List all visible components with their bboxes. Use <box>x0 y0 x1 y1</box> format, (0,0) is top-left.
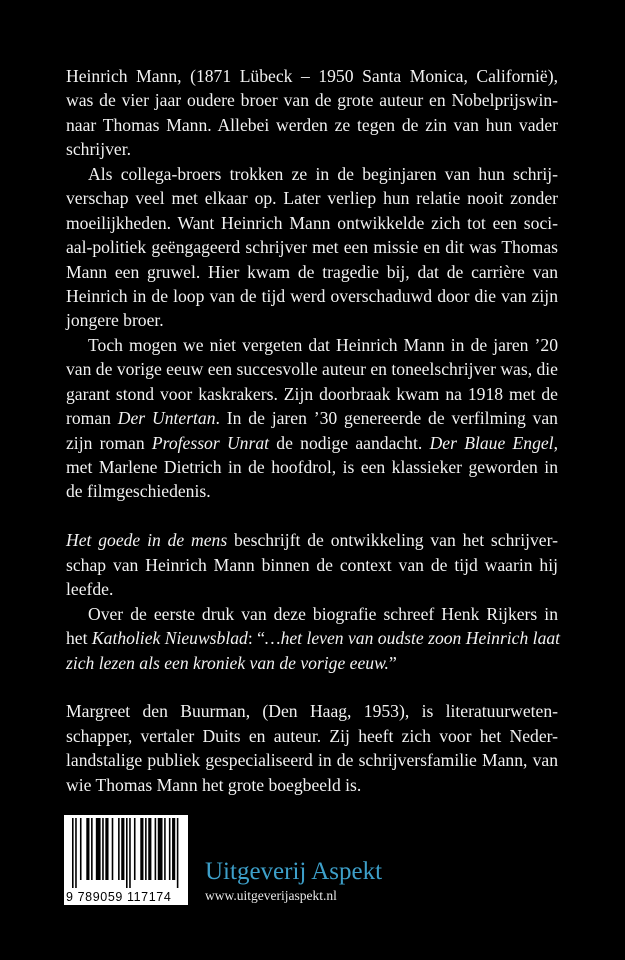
text-run: aal-politiek geëngageerd schrijver met een missie en dit was Thomas <box>66 237 558 258</box>
italic-title: …het leven van oudste zoon Heinrich laat <box>264 628 561 649</box>
text-run: Heinrich Mann, (1871 Lübeck – 1950 Santa Monica, Californië), <box>66 66 558 86</box>
text-run: beschrijft de ontwikkeling van het schrijver- <box>227 530 558 551</box>
barcode-bar <box>75 818 77 888</box>
text-run: garant stond voor kaskrakers. Zijn doorbraak kwam na 1918 met de <box>66 383 558 404</box>
barcode-bar <box>72 818 74 888</box>
text-line <box>66 748 558 772</box>
paragraph <box>66 602 561 675</box>
text-line <box>66 162 558 186</box>
barcode-bar <box>86 818 89 880</box>
text-run: : “ <box>247 628 265 649</box>
text-run: Over de eerste druk van deze biografie schreef Henk Rijkers in <box>88 603 558 624</box>
barcode-bar <box>126 818 128 888</box>
barcode-bar <box>134 818 136 880</box>
publisher-name: Uitgeverij Aspekt <box>205 858 383 885</box>
text-line <box>66 724 558 748</box>
text-line <box>66 211 558 235</box>
text-run: . In de jaren ’30 genereerde de verfilming van <box>215 408 558 429</box>
text-run: Als collega-broers trokken ze in de beginjaren van hun schrij- <box>88 163 558 184</box>
paragraph-gap <box>66 504 558 528</box>
text-run: landstalige publiek gespecialiseerd in de schrijversfamilie Mann, van <box>66 750 558 771</box>
paragraph <box>66 699 558 797</box>
barcode-bar <box>102 818 104 880</box>
barcode-bar <box>96 818 101 880</box>
text-line <box>66 479 558 503</box>
text-line <box>66 284 558 308</box>
barcode-bar <box>145 818 147 880</box>
barcode-bar <box>118 818 120 880</box>
isbn-number: 9 789059 117174 <box>66 890 172 904</box>
text-line <box>66 235 558 259</box>
text-line <box>66 64 558 88</box>
text-run: de nodige aandacht. <box>269 432 430 453</box>
text-line <box>66 382 558 406</box>
text-run: schap van Heinrich Mann binnen de context van de tijd waarin hij <box>66 554 558 575</box>
text-line <box>66 626 561 650</box>
text-line <box>66 699 558 723</box>
barcode-bar <box>80 818 82 880</box>
italic-title: Professor Unrat <box>151 432 269 453</box>
italic-title: Het goede in de mens <box>66 530 228 551</box>
barcode-bar <box>105 818 108 880</box>
text-run: was de vier jaar oudere broer van de grote auteur en Nobelprijswin- <box>66 90 558 111</box>
paragraph <box>66 333 558 504</box>
text-run: jongere broer. <box>66 310 164 331</box>
italic-title: Katholiek Nieuwsblad <box>91 628 248 649</box>
text-run: , <box>553 432 558 453</box>
paragraph <box>66 528 558 601</box>
text-run: verschap veel met elkaar op. Later verliep hun relatie nooit zonder <box>66 188 558 209</box>
text-line <box>66 773 558 797</box>
text-run: moeilijkheden. Want Heinrich Mann ontwikkelde zich tot een soci- <box>66 212 558 233</box>
text-line <box>66 308 558 332</box>
text-line <box>66 577 558 601</box>
text-run: het <box>66 628 92 649</box>
paragraph-gap <box>66 675 558 699</box>
text-line <box>66 113 558 137</box>
italic-title: Der Untertan <box>117 408 216 429</box>
text-run: wie Thomas Mann het grote boegbeeld is. <box>66 774 362 795</box>
text-run: de filmgeschiedenis. <box>66 481 211 502</box>
barcode-bars <box>72 818 180 888</box>
barcode-bar <box>129 818 131 888</box>
barcode-bar <box>155 818 157 880</box>
paragraph <box>66 162 558 333</box>
barcode-bar <box>177 818 179 888</box>
text-line <box>66 137 558 161</box>
text-line <box>66 553 558 577</box>
text-run: van de vorige eeuw een succesvolle auteur en toneelschrijver was, die <box>66 359 558 380</box>
text-line <box>66 357 558 381</box>
barcode-bar <box>158 818 163 880</box>
text-run: leefde. <box>66 579 114 600</box>
barcode-bar <box>172 818 175 880</box>
italic-title: Der Blaue Engel <box>429 432 554 453</box>
barcode-bar <box>169 818 171 880</box>
barcode-bar <box>91 818 93 880</box>
text-line <box>66 88 558 112</box>
text-run: met Marlene Dietrich in de hoofdrol, is een klassieker geworden in <box>66 457 558 477</box>
text-run: Toch mogen we niet vergeten dat Heinrich Mann in de jaren ’20 <box>88 334 558 355</box>
text-line <box>66 455 558 479</box>
text-run: ” <box>388 652 397 673</box>
publisher-url[interactable]: www.uitgeverijaspekt.nl <box>205 888 337 903</box>
text-line <box>66 333 558 357</box>
text-run: schrijver. <box>66 139 131 160</box>
barcode-bar <box>112 818 114 880</box>
text-line <box>66 602 558 626</box>
text-run: roman <box>66 408 118 429</box>
text-run: zijn roman <box>66 432 152 453</box>
paragraph <box>66 64 558 162</box>
barcode-bar <box>121 818 124 880</box>
barcode-bar <box>148 818 151 880</box>
text-line <box>66 260 558 284</box>
barcode-bar <box>164 818 166 880</box>
text-run: schapper, vertaler Duits en auteur. Zij heeft zich voor het Neder- <box>66 725 558 746</box>
text-line <box>66 186 558 210</box>
back-cover-blurb <box>66 64 561 797</box>
text-line <box>66 406 558 430</box>
text-line <box>66 431 558 455</box>
text-line <box>66 528 558 552</box>
italic-title: zich lezen als een kroniek van de vorige eeuw. <box>66 652 389 673</box>
text-line <box>66 651 558 675</box>
barcode-bar <box>140 818 143 880</box>
text-run: Margreet den Buurman, (Den Haag, 1953), is literatuurweten- <box>66 701 558 722</box>
text-run: naar Thomas Mann. Allebei werden ze tegen de zin van hun vader <box>66 114 558 135</box>
text-run: Heinrich in de loop van de tijd werd overschaduwd door die van zijn <box>66 285 558 306</box>
text-run: Mann een gruwel. Hier kwam de tragedie bij, dat de carrière van <box>66 261 558 282</box>
isbn-barcode <box>64 815 188 905</box>
